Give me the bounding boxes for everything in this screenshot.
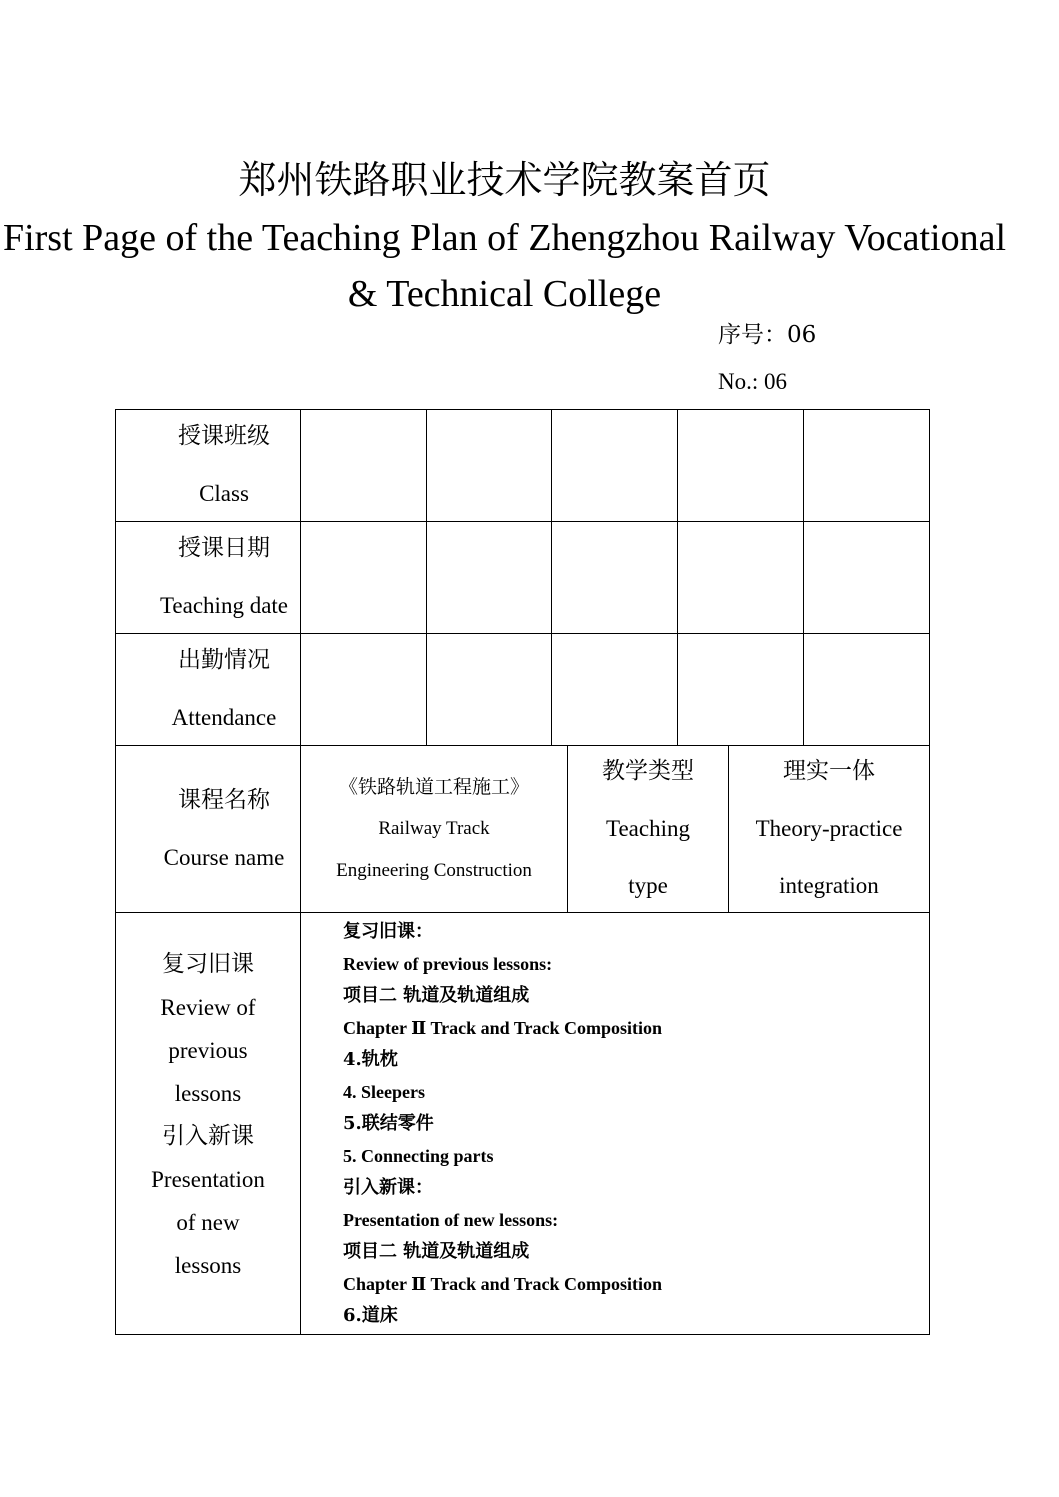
- review-label-line: 复习旧课: [162, 951, 254, 977]
- attendance-label-cn: 出勤情况: [178, 647, 270, 673]
- course-name-label-en: Course name: [163, 844, 285, 870]
- content-line: 4. Sleepers: [343, 1082, 425, 1102]
- serial-number-english: No.: 06: [718, 369, 787, 394]
- content-line: 项目二 轨道及轨道组成: [343, 985, 530, 1006]
- table-border: [426, 409, 427, 745]
- date-label-en: Teaching date: [159, 593, 289, 618]
- content-line: 引入新课：: [343, 1177, 433, 1198]
- date-label-cell: [115, 521, 297, 633]
- review-label-line: lessons: [174, 1081, 242, 1106]
- review-label-cell: [115, 913, 301, 1334]
- course-name-label-cn: 课程名称: [178, 786, 270, 813]
- class-label-en: Class: [199, 481, 249, 506]
- teaching-type-label-cn: 教学类型: [602, 758, 694, 784]
- review-label-line: 引入新课: [162, 1123, 254, 1149]
- content-line: Chapter Ⅱ Track and Track Composition: [343, 1274, 663, 1294]
- course-name-value-cell: [301, 745, 567, 912]
- review-label-line: previous: [168, 1038, 248, 1063]
- content-line: Presentation of new lessons:: [343, 1210, 559, 1230]
- page-title-chinese: 郑州铁路职业技术学院教案首页: [238, 158, 771, 202]
- content-line: Chapter Ⅱ Track and Track Composition: [343, 1018, 663, 1038]
- date-label-cn: 授课日期: [178, 535, 270, 561]
- course-name-label-cell: [115, 745, 297, 912]
- teaching-type-label-en-line1: Teaching: [606, 816, 690, 841]
- content-line: 复习旧课：: [343, 921, 433, 942]
- review-label-line: of new: [176, 1210, 240, 1235]
- teaching-plan-table: [115, 409, 930, 1335]
- content-line: 4.轨枕: [343, 1049, 398, 1070]
- class-label-cn: 授课班级: [178, 423, 270, 449]
- content-line: 项目二 轨道及轨道组成: [343, 1241, 530, 1262]
- content-line: Review of previous lessons:: [343, 954, 553, 974]
- table-border: [803, 409, 804, 745]
- review-content-cell: [343, 916, 923, 1332]
- teaching-type-label-en-line2: type: [628, 873, 668, 898]
- table-border: [677, 409, 678, 745]
- content-line: 6.道床: [343, 1305, 398, 1326]
- teaching-type-value-en-line1: Theory-practice: [755, 816, 903, 841]
- course-name-en-line1: Railway Track: [378, 817, 490, 839]
- review-label-line: Presentation: [151, 1167, 265, 1192]
- page-title-english: [0, 210, 1009, 322]
- teaching-type-value-cell: [729, 745, 929, 912]
- teaching-type-value-cn: 理实一体: [783, 758, 875, 784]
- review-label-line: Review of: [160, 995, 256, 1020]
- table-border: [929, 409, 930, 1335]
- content-line: 5. Connecting parts: [343, 1146, 494, 1166]
- teaching-type-value-en-line2: integration: [779, 873, 879, 898]
- attendance-label-en: Attendance: [171, 705, 277, 730]
- course-name-en-line2: Engineering Construction: [336, 859, 532, 881]
- class-label-cell: [115, 409, 297, 521]
- review-label-line: lessons: [174, 1253, 242, 1278]
- page-title-english-text: First Page of the Teaching Plan of Zhengzhou Railway Vocational & Technical College: [2, 217, 1007, 315]
- table-border: [551, 409, 552, 745]
- content-line: 5.联结零件: [343, 1113, 434, 1134]
- table-border: [115, 1334, 930, 1335]
- course-name-cn: 《铁路轨道工程施工》: [338, 775, 529, 798]
- teaching-type-label-cell: [568, 745, 728, 912]
- serial-number-chinese: 序号：06: [718, 322, 817, 348]
- attendance-label-cell: [115, 633, 297, 745]
